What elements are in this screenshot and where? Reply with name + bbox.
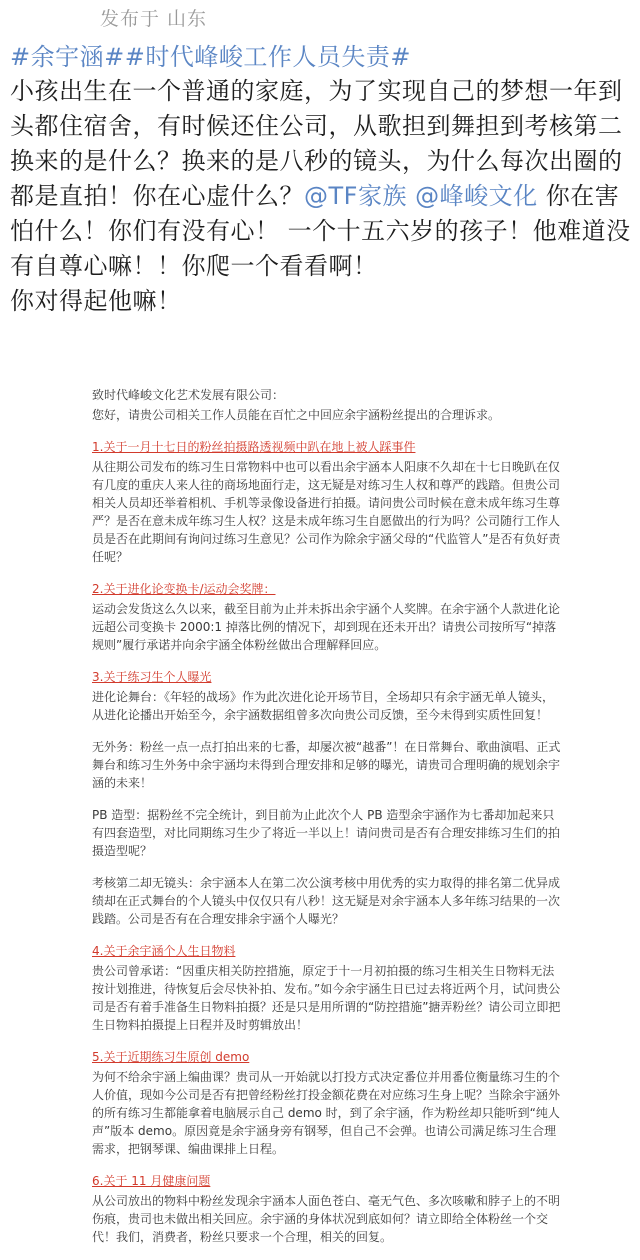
- hashtag-yuyuhan[interactable]: #余宇涵#: [10, 43, 125, 71]
- letter-greeting: 您好，请贵公司相关工作人员能在百忙之中回应余宇涵粉丝提出的合理诉求。: [92, 408, 501, 422]
- hashtag-line: [10, 40, 634, 74]
- post-text-part1: 小孩出生在一个普通的家庭，为了实现自己的梦想一年到头都住宿舍，有时候还住公司，从歌担到舞担到考核第二换来的是什么？换来的是八秒的镜头，为什么每次出圈的都是直拍！你在心虚什么？: [10, 77, 623, 210]
- section-paragraph: 从往期公司发布的练习生日常物料中也可以看出余宇涵本人阳康不久却在十七日晚趴在仅有几度的重庆人来人往的商场地面行走，这无疑是对练习生人权和尊严的践踏。但贵公司相关人员却还举着相机、手机等录像设备进行拍摄。请问贵公司时候在意未成年练习生尊严？是否在意未成年练习生人权？这是未成年练习生自愿做出的行为吗？公司随行工作人员是否在此期间有询问过练习生意见？公司作为除余宇涵父母的“代监管人”是否有负好责任呢？: [92, 460, 561, 564]
- letter-recipient: 致时代峰峻文化艺术发展有限公司：: [92, 388, 285, 402]
- letter-section-6: [92, 1172, 562, 1246]
- section-paragraph: 贵公司曾承诺：“因重庆相关防控措施，原定于十一月初拍摄的练习生相关生日物料无法按计划推进，待恢复后会尽快补拍、发布。”如今余宇涵生日已过去将近两个月，试问贵公司是否有着手准备生日物料拍摄？还是只是用所谓的“防控措施”搪弄粉丝？请公司立即把生日物料拍摄提上日程并及时剪辑放出！: [92, 964, 561, 1032]
- section-heading: 1.关于一月十七日的粉丝拍摄路透视频中趴在地上被人踩事件: [92, 440, 416, 454]
- letter-section-3: [92, 668, 562, 928]
- mention-fengjun-culture[interactable]: @峰峻文化: [415, 182, 538, 210]
- section-paragraph: 从公司放出的物料中粉丝发现余宇涵本人面色苍白、毫无气色、多次咳嗽和脖子上的不明伤痕，贵司也未做出相关回应。余宇涵的身体状况到底如何？请立即给全体粉丝一个交代！我们，消费者，粉丝只要求一个合理，相关的回复。: [92, 1194, 561, 1244]
- letter-section-5: [92, 1048, 562, 1158]
- letter-section-1: [92, 438, 562, 566]
- section-heading: 5.关于近期练习生原创 demo: [92, 1050, 250, 1064]
- section-heading: 4.关于余宇涵个人生日物料: [92, 944, 236, 958]
- section-paragraph: PB 造型：据粉丝不完全统计，到目前为止此次个人 PB 造型余宇涵作为七番却加起来只有四套造型，对比同期练习生少了将近一半以上！请问贵司是否有合理安排练习生们的拍摄造型呢？: [92, 808, 561, 858]
- letter-section-2: [92, 580, 562, 654]
- post-location: 发布于 山东: [100, 8, 208, 30]
- post-body: [10, 74, 634, 319]
- post-text-part3: 你对得起他嘛！: [10, 287, 182, 315]
- section-heading: 6.关于 11 月健康问题: [92, 1174, 211, 1188]
- post-content: [10, 40, 634, 319]
- section-paragraph: 考核第二却无镜头：余宇涵本人在第二次公演考核中用优秀的实力取得的排名第二优异成绩却在正式舞台的个人镜头中仅仅只有八秒！这无疑是对余宇涵本人多年练习结果的一次践踏。公司是否有在合理安排余宇涵个人曝光？: [92, 876, 561, 926]
- post-text-part2: 你在害怕什么！你们有没有心！ 一个十五六岁的孩子！他难道没有自尊心嘛！！你爬一个看看啊！: [10, 182, 631, 280]
- section-paragraph: 为何不给余宇涵上编曲课？贵司从一开始就以打投方式决定番位并用番位衡量练习生的个人价值，现如今公司是否有把曾经粉丝打投金额花费在对应练习生身上呢？当除余宇涵外的所有练习生都能拿着电脑展示自己 demo 时，到了余宇涵，作为粉丝却只能听到“纯人声”版本 demo。原因竟是余宇涵身旁有钢琴，但自己不会弹。也请公司满足练习生合理需求，把钢琴课、编曲课排上日程。: [92, 1070, 561, 1156]
- mention-tf-family[interactable]: @TF家族: [304, 182, 407, 210]
- letter-section-4: [92, 942, 562, 1034]
- section-heading: 2.关于进化论变换卡/运动会奖牌：: [92, 582, 276, 596]
- section-paragraph: 运动会发货这么久以来，截至目前为止并未拆出余宇涵个人奖牌。在余宇涵个人款进化论远超公司变换卡 2000:1 掉落比例的情况下，却到现在还未开出？请贵公司按所写“掉落规则”履行承诺并向余宇涵全体粉丝做出合理解释回应。: [92, 602, 561, 652]
- letter-image[interactable]: [92, 386, 562, 1260]
- hashtag-tf-staff[interactable]: #时代峰峻工作人员失责#: [124, 43, 411, 71]
- section-paragraph: 进化论舞台：《年轻的战场》作为此次进化论开场节目，全场却只有余宇涵无单人镜头，从进化论播出开始至今，余宇涵数据组曾多次向贵公司反馈，至今未得到实质性回复！: [92, 690, 555, 722]
- section-paragraph: 无外务：粉丝一点一点打拍出来的七番，却屡次被“越番”！在日常舞台、歌曲演唱、正式舞台和练习生外务中余宇涵均未得到合理安排和足够的曝光，请贵司合理明确的规划余宇涵的未来！: [92, 740, 561, 790]
- section-heading: 3.关于练习生个人曝光: [92, 670, 212, 684]
